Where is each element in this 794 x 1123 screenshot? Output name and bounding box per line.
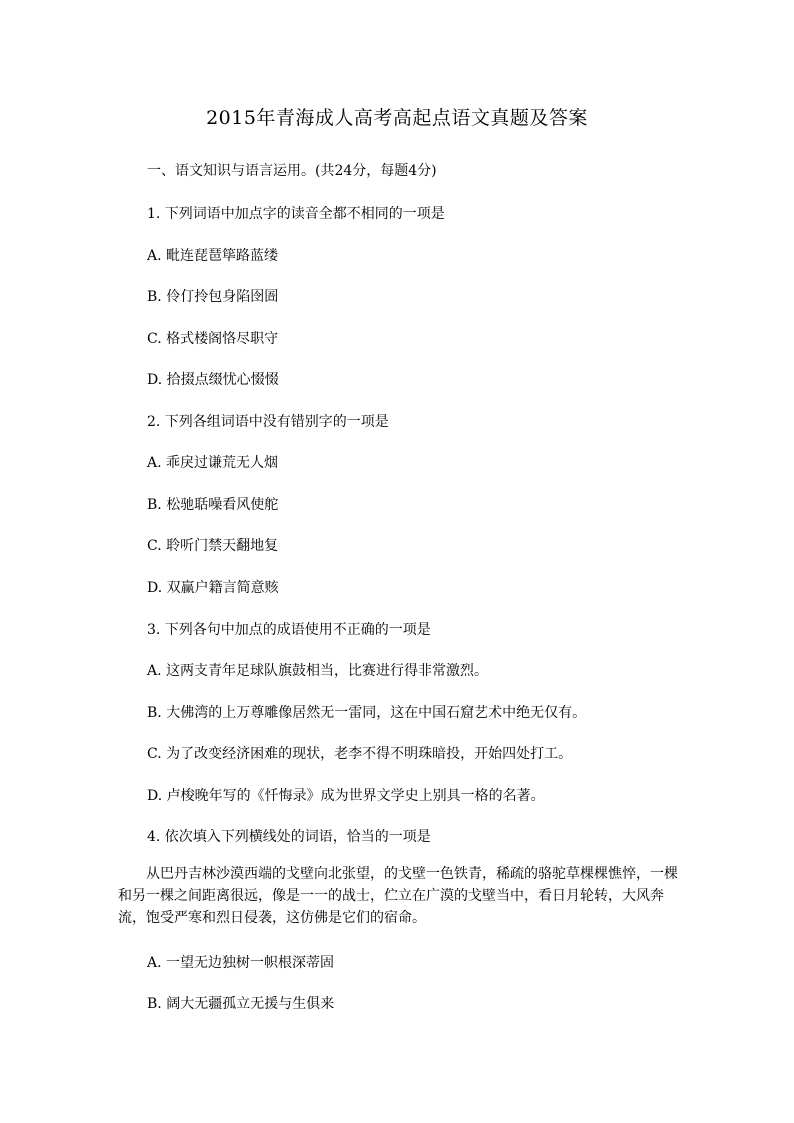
question-2-option-d: D. 双赢户籍言简意赅 bbox=[147, 580, 279, 596]
question-3-option-b: B. 大佛湾的上万尊雕像居然无一雷同，这在中国石窟艺术中绝无仅有。 bbox=[147, 705, 587, 721]
question-4-passage: 从巴丹吉林沙漠西端的戈壁向北张望，的戈壁一色铁青，稀疏的骆驼草棵棵憔悴，一棵和另一棵之间距离很远，像是一一的战士，伫立在广漠的戈壁当中，看日月轮转，大风奔流，饱受严寒和烈日侵袭，这仿佛是它们的宿命。 bbox=[118, 866, 678, 926]
document-title: 2015年青海成人高考高起点语文真题及答案 bbox=[206, 107, 588, 129]
question-3-option-d: D. 卢梭晚年写的《忏悔录》成为世界文学史上别具一格的名著。 bbox=[147, 788, 545, 804]
question-2-option-a: A. 乖戾过谦荒无人烟 bbox=[147, 455, 279, 471]
question-1-stem: 1. 下列词语中加点字的读音全都不相同的一项是 bbox=[147, 206, 445, 222]
question-4-option-b: B. 阔大无疆孤立无援与生俱来 bbox=[147, 996, 335, 1012]
question-1-option-c: C. 格式楼阁恪尽职守 bbox=[147, 331, 279, 347]
question-2-option-c: C. 聆听门禁天翻地复 bbox=[147, 538, 279, 554]
question-2-option-b: B. 松驰聒噪看风使舵 bbox=[147, 497, 279, 513]
question-1-option-b: B. 伶仃拎包身陷囹圄 bbox=[147, 289, 279, 305]
section-heading: 一、语文知识与语言运用。(共24分，每题4分) bbox=[147, 163, 437, 179]
question-3-option-a: A. 这两支青年足球队旗鼓相当，比赛进行得非常激烈。 bbox=[147, 663, 489, 679]
question-4-stem: 4. 依次填入下列横线处的词语，恰当的一项是 bbox=[147, 829, 431, 845]
question-1-option-a: A. 毗连琵琶筚路蓝缕 bbox=[147, 248, 279, 264]
question-2-stem: 2. 下列各组词语中没有错别字的一项是 bbox=[147, 414, 389, 430]
question-3-option-c: C. 为了改变经济困难的现状，老李不得不明珠暗投，开始四处打工。 bbox=[147, 746, 573, 762]
question-1-option-d: D. 拾掇点缀忧心惙惙 bbox=[147, 372, 279, 388]
question-3-stem: 3. 下列各句中加点的成语使用不正确的一项是 bbox=[147, 622, 431, 638]
question-4-option-a: A. 一望无边独树一帜根深蒂固 bbox=[147, 955, 335, 971]
